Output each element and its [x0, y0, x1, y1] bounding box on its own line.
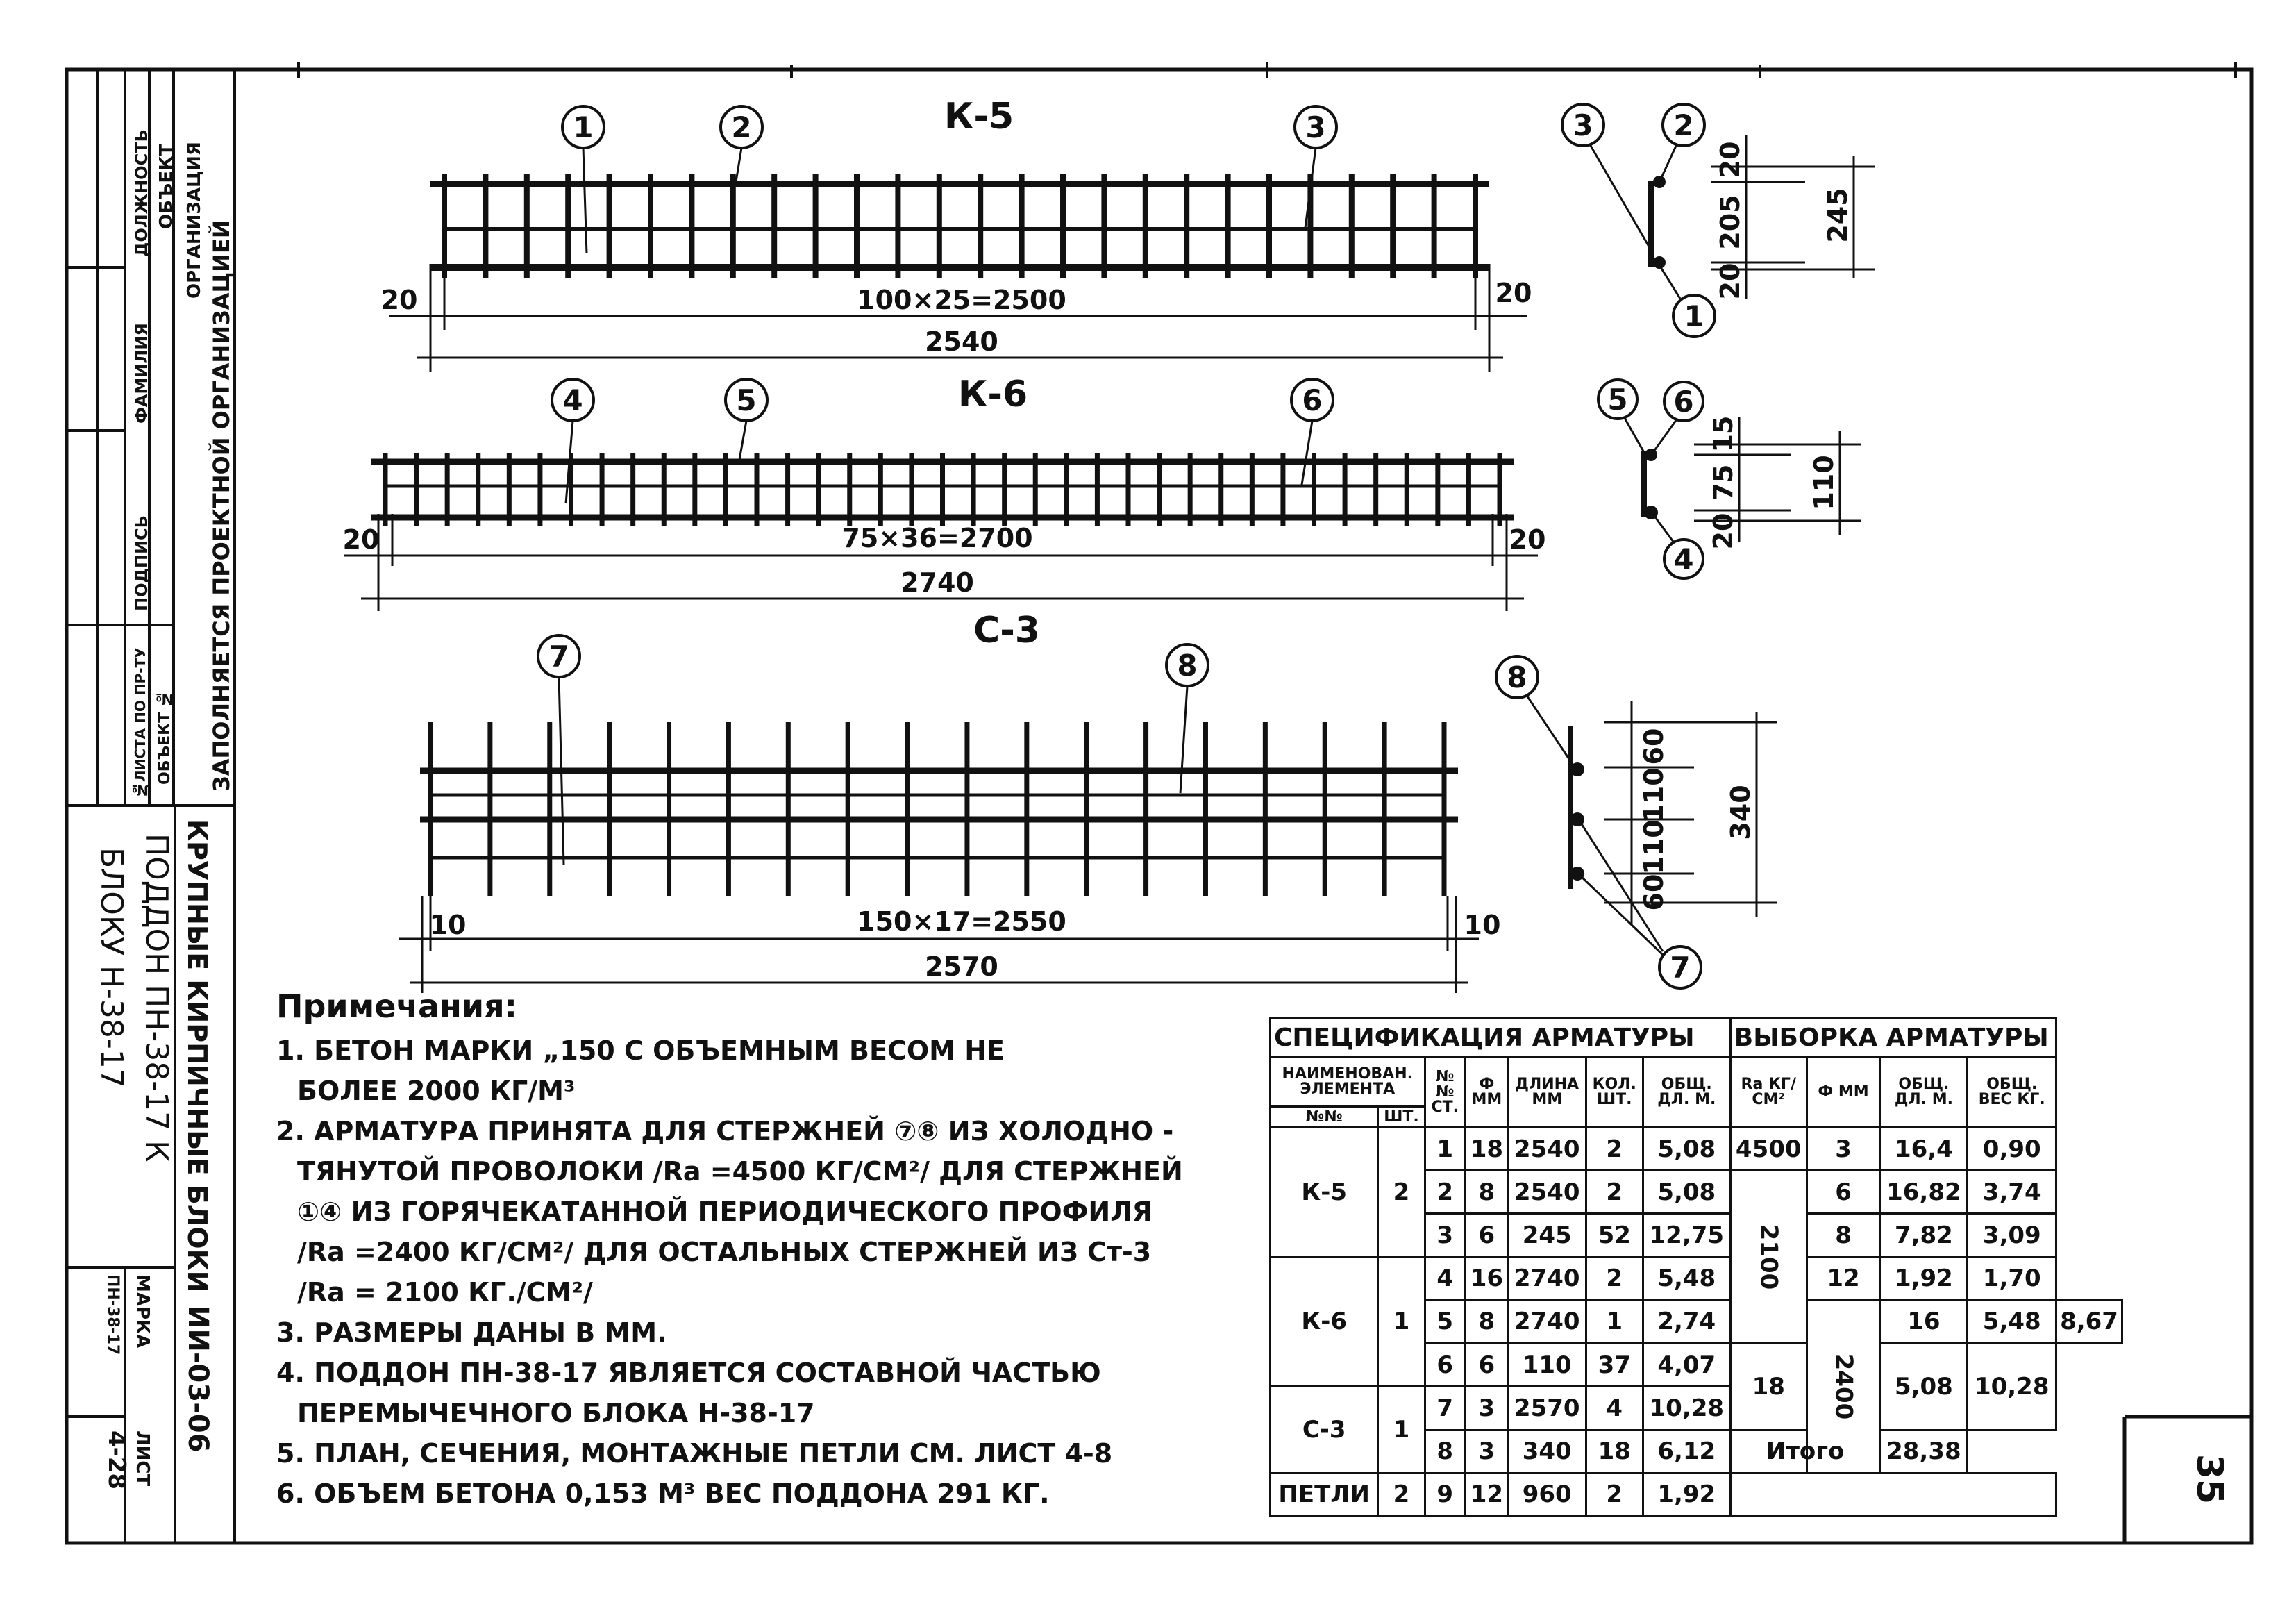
cell: 16,82	[1880, 1171, 1968, 1214]
hdr-ra: Ra КГ/СМ²	[1730, 1057, 1807, 1128]
note-line: 3. РАЗМЕРЫ ДАНЫ В ММ.	[276, 1317, 667, 1348]
note-line: БОЛЕЕ 2000 КГ/М³	[297, 1076, 576, 1106]
spec-element: ПЕТЛИ	[1271, 1473, 1378, 1516]
cell: 2,74	[1643, 1300, 1730, 1343]
cell: 16	[1465, 1257, 1508, 1300]
cell: 4,07	[1643, 1344, 1730, 1387]
c3-dim-inner: 150×17=2550	[857, 906, 1066, 937]
k5-dim-left: 20	[380, 285, 418, 315]
c3-dim-right: 10	[1464, 910, 1501, 940]
cell: 16,4	[1880, 1128, 1968, 1171]
tb-signature: ПОДПИСЬ	[132, 515, 151, 611]
notes-title: Примечания:	[276, 987, 518, 1025]
k5-section-total: 245	[1822, 187, 1853, 243]
cell: 2540	[1508, 1128, 1586, 1171]
cell: 5,08	[1880, 1344, 1968, 1430]
k6-section-callout-6: 6	[1673, 385, 1694, 419]
cell: 10,28	[1968, 1344, 2056, 1430]
cell: 12,75	[1643, 1214, 1730, 1257]
hdr-total-wt: ОБЩ. ВЕС КГ.	[1968, 1057, 2056, 1128]
hdr-total-len2: ОБЩ. ДЛ. М.	[1880, 1057, 1968, 1128]
cell: 8	[1465, 1171, 1508, 1214]
hdr-phi: Ф ММ	[1465, 1057, 1508, 1128]
cell: 2	[1586, 1473, 1643, 1516]
note-line: ①④ ИЗ ГОРЯЧЕКАТАННОЙ ПЕРИОДИЧЕСКОГО ПРОФИЛЯ	[297, 1196, 1153, 1227]
cell: 18	[1730, 1344, 1807, 1430]
cell: 245	[1508, 1214, 1586, 1257]
cell: 2	[1425, 1171, 1465, 1214]
cell: 110	[1508, 1344, 1586, 1387]
page-number: 35	[2188, 1453, 2230, 1505]
c3-section-dim-60a: 60	[1639, 728, 1669, 765]
cell: 2	[1586, 1171, 1643, 1214]
k5-section	[1562, 104, 1875, 337]
k5-section-dim-205: 205	[1715, 194, 1745, 250]
c3-callout-8: 8	[1177, 649, 1198, 683]
notes-block	[276, 986, 1262, 1514]
cell: 7,82	[1880, 1214, 1968, 1257]
tb-sheet-label: ЛИСТ	[132, 1430, 153, 1487]
cell: 3,09	[1968, 1214, 2056, 1257]
hdr-count: КОЛ. ШТ.	[1586, 1057, 1643, 1128]
note-line: ПЕРЕМЫЧЕЧНОГО БЛОКА Н-38-17	[297, 1398, 815, 1428]
c3-section-dim-60b: 60	[1639, 874, 1669, 911]
spec-qty: 2	[1378, 1128, 1425, 1258]
cell: 6	[1807, 1171, 1880, 1214]
cell: 16	[1880, 1300, 1968, 1343]
cell: 3	[1425, 1214, 1465, 1257]
k5-section-callout-1: 1	[1684, 299, 1704, 333]
k5-elevation	[381, 96, 1532, 372]
page-number-box	[2125, 1417, 2252, 1543]
tb-mark-value: ПН-38-17	[104, 1274, 121, 1355]
cell: 5,08	[1643, 1128, 1730, 1171]
k6-section	[1598, 380, 1861, 578]
k6-callout-5: 5	[736, 383, 757, 417]
cell: 2570	[1508, 1387, 1586, 1430]
hdr-length: ДЛИНА ММ	[1508, 1057, 1586, 1128]
k5-callout-3: 3	[1305, 110, 1326, 144]
c3-callout-7: 7	[548, 640, 569, 674]
note-line: 6. ОБЪЕМ БЕТОНА 0,153 М³ ВЕС ПОДДОНА 291 КГ.	[276, 1478, 1050, 1509]
c3-title: С-3	[973, 610, 1040, 651]
note-line: /Ra =2400 КГ/СМ²/ ДЛЯ ОСТАЛЬНЫХ СТЕРЖНЕЙ ИЗ Ст-3	[297, 1237, 1152, 1267]
k5-dim-inner: 100×25=2500	[857, 285, 1066, 315]
cell: 3	[1807, 1128, 1880, 1171]
hdr-phi2: Ф ММ	[1807, 1057, 1880, 1128]
k5-callout-2: 2	[731, 110, 752, 144]
cell: 6	[1465, 1344, 1508, 1387]
tb-surname: ФАМИЛИЯ	[132, 323, 151, 424]
cell: 2	[1586, 1128, 1643, 1171]
spec-title: СПЕЦИФИКАЦИЯ АРМАТУРЫ	[1271, 1019, 1731, 1057]
tb-element-title-1: ПОДДОН ПН-38-17 К	[139, 833, 174, 1162]
c3-section-total: 340	[1725, 785, 1756, 840]
tb-sheet-no: №ЛИСТА ПО ПР-ТУ	[132, 647, 149, 799]
cell: 1	[1586, 1300, 1643, 1343]
cell: 2740	[1508, 1300, 1586, 1343]
cell: 18	[1465, 1128, 1508, 1171]
note-line: ТЯНУТОЙ ПРОВОЛОКИ /Ra =4500 КГ/СМ²/ ДЛЯ СТЕРЖНЕЙ	[297, 1156, 1183, 1187]
tb-object-no: ОБЪЕКТ №	[156, 690, 174, 785]
k6-callout-4: 4	[562, 383, 583, 417]
hdr-total-len: ОБЩ. ДЛ. М.	[1643, 1057, 1730, 1128]
spec-element: К-5	[1271, 1128, 1378, 1258]
cell: 5,48	[1968, 1300, 2056, 1343]
k6-elevation	[343, 374, 1546, 611]
tb-sheet-value: 4-28	[103, 1430, 131, 1490]
c3-section-dim-110a: 110	[1639, 767, 1669, 823]
sample-total-label: Итого	[1730, 1430, 1880, 1473]
tb-organization: ОРГАНИЗАЦИЯ	[184, 142, 205, 299]
c3-section-callout-7: 7	[1670, 951, 1691, 985]
k5-dim-total: 2540	[925, 326, 998, 357]
k6-callout-6: 6	[1302, 383, 1323, 417]
cell: 4500	[1730, 1128, 1807, 1171]
cell: 5	[1425, 1300, 1465, 1343]
cell: 37	[1586, 1344, 1643, 1387]
cell: 9	[1425, 1473, 1465, 1516]
k6-dim-right: 20	[1509, 524, 1546, 555]
cell: 8	[1465, 1300, 1508, 1343]
cell: 8	[1425, 1430, 1465, 1473]
cell: 1,70	[1968, 1257, 2056, 1300]
k6-dim-left: 20	[342, 524, 380, 555]
cell: 1,92	[1880, 1257, 1968, 1300]
cell: 2	[1586, 1257, 1643, 1300]
note-line: 5. ПЛАН, СЕЧЕНИЯ, МОНТАЖНЫЕ ПЕТЛИ СМ. ЛИСТ 4-8	[276, 1438, 1113, 1469]
cell: 4	[1425, 1257, 1465, 1300]
spec-qty: 2	[1378, 1473, 1425, 1516]
c3-section	[1496, 656, 1777, 988]
tb-object: ОБЪЕКТ	[156, 143, 177, 229]
k5-section-dim-20a: 20	[1715, 141, 1745, 178]
spec-element: К-6	[1271, 1257, 1378, 1387]
spec-qty: 1	[1378, 1387, 1425, 1473]
cell: 52	[1586, 1214, 1643, 1257]
tb-series-title: КРУПНЫЕ КИРПИЧНЫЕ БЛОКИ	[182, 819, 212, 1293]
empty-cell	[1730, 1473, 2056, 1516]
cell: 6,12	[1643, 1430, 1730, 1473]
cell: 10,28	[1643, 1387, 1730, 1430]
k5-section-callout-2: 2	[1673, 108, 1694, 142]
cell: 7	[1425, 1387, 1465, 1430]
note-line: 1. БЕТОН МАРКИ „150 С ОБЪЕМНЫМ ВЕСОМ НЕ	[276, 1035, 1005, 1066]
spec-qty: 1	[1378, 1257, 1425, 1387]
spec-table	[1269, 1017, 2123, 1517]
tb-mark-label: МАРКА	[132, 1274, 153, 1349]
k6-section-total: 110	[1809, 455, 1839, 510]
spec-element: С-3	[1271, 1387, 1378, 1473]
tb-fill-note: ЗАПОЛНЯЕТСЯ ПРОЕКТНОЙ ОРГАНИЗАЦИЕЙ	[208, 219, 235, 792]
c3-dim-total: 2570	[925, 951, 998, 982]
cell: 8	[1807, 1214, 1880, 1257]
note-line: 4. ПОДДОН ПН-38-17 ЯВЛЯЕТСЯ СОСТАВНОЙ ЧАСТЬЮ	[276, 1358, 1101, 1388]
cell: 8,67	[2056, 1300, 2122, 1343]
k6-section-callout-4: 4	[1673, 542, 1694, 576]
k5-callout-1: 1	[573, 110, 594, 144]
k6-dim-total: 2740	[900, 567, 974, 598]
cell: 4	[1586, 1387, 1643, 1430]
k5-section-dim-20b: 20	[1715, 262, 1745, 300]
cell: 960	[1508, 1473, 1586, 1516]
k6-section-dim-75: 75	[1708, 464, 1738, 501]
cell: 18	[1586, 1430, 1643, 1473]
sample-total-value: 28,38	[1880, 1430, 1968, 1473]
note-line: /Ra = 2100 КГ./СМ²/	[297, 1277, 593, 1308]
cell: 3	[1465, 1430, 1508, 1473]
k5-dim-right: 20	[1495, 278, 1532, 308]
tb-code: ИИ-03-06	[182, 1305, 214, 1453]
c3-section-dim-110b: 110	[1639, 819, 1669, 875]
cell-ra-2100	[1730, 1171, 1807, 1344]
cell: 6	[1465, 1214, 1508, 1257]
ra-2400: 2400	[1829, 1353, 1858, 1420]
cell: 2540	[1508, 1171, 1586, 1214]
cell: 1,92	[1643, 1473, 1730, 1516]
hdr-nn: №№	[1271, 1107, 1378, 1128]
cell: 0,90	[1968, 1128, 2056, 1171]
hdr-sht: ШТ.	[1378, 1107, 1425, 1128]
k5-title: К-5	[944, 96, 1014, 137]
k6-dim-inner: 75×36=2700	[841, 523, 1033, 553]
cell: 340	[1508, 1430, 1586, 1473]
k6-title: К-6	[957, 374, 1028, 415]
cell: 1	[1425, 1128, 1465, 1171]
cell: 12	[1465, 1473, 1508, 1516]
spec-table-wrap	[1269, 1017, 2123, 1517]
cell: 5,48	[1643, 1257, 1730, 1300]
tb-element-title-2: БЛОКУ Н-38-17	[94, 847, 129, 1088]
cell: 6	[1425, 1344, 1465, 1387]
k6-section-dim-15: 15	[1708, 415, 1738, 453]
c3-dim-left: 10	[429, 910, 467, 940]
ra-2100: 2100	[1754, 1224, 1783, 1290]
k5-section-callout-3: 3	[1573, 108, 1593, 142]
hdr-element: НАИМЕНОВАН. ЭЛЕМЕНТА	[1271, 1057, 1425, 1107]
cell: 3	[1465, 1387, 1508, 1430]
cell: 2740	[1508, 1257, 1586, 1300]
note-line: 2. АРМАТУРА ПРИНЯТА ДЛЯ СТЕРЖНЕЙ ⑦⑧ ИЗ ХОЛОДНО -	[276, 1116, 1174, 1146]
k6-section-callout-5: 5	[1607, 383, 1628, 417]
cell: 12	[1807, 1257, 1880, 1300]
k6-section-dim-20: 20	[1708, 512, 1738, 550]
tb-position: ДОЛЖНОСТЬ	[132, 129, 151, 257]
hdr-nst: №№ СТ.	[1425, 1057, 1465, 1128]
c3-section-callout-8: 8	[1507, 660, 1527, 694]
cell: 5,08	[1643, 1171, 1730, 1214]
sample-title: ВЫБОРКА АРМАТУРЫ	[1730, 1019, 2056, 1057]
cell: 3,74	[1968, 1171, 2056, 1214]
c3-elevation	[399, 610, 1500, 993]
